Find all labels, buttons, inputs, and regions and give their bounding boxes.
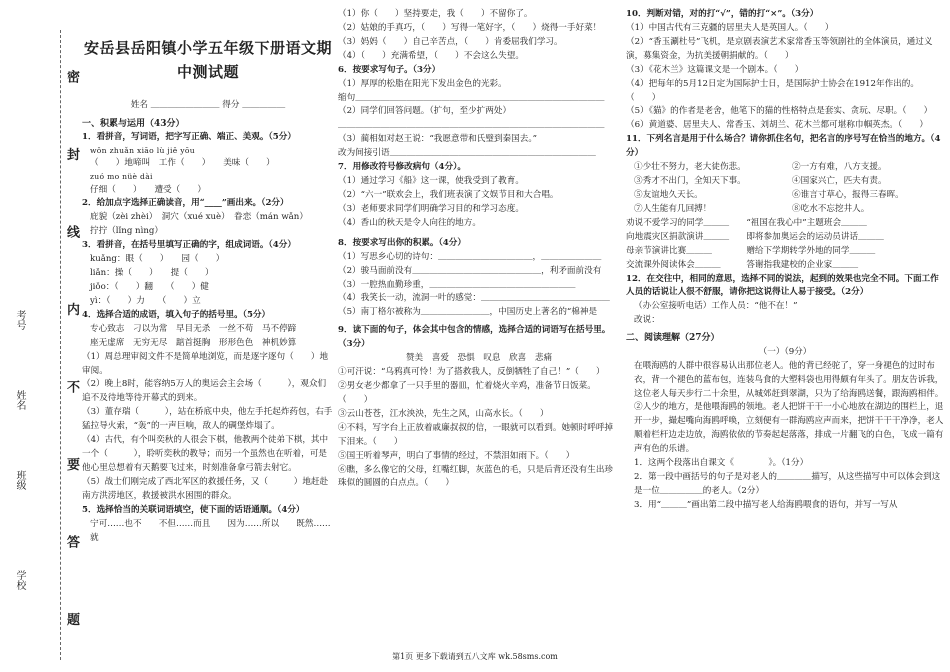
question-sentence[interactable]: （1）周总理审阅文件不是简单地浏览，而是逐字逐句（ ）地审阅。 — [82, 351, 329, 376]
question-sentence: （3）蔺相如对赵王说：“我愿意带和氏璧到秦国去。” — [338, 134, 538, 145]
question-title: 12．在交往中，相同的意思，选择不同的说法，起到的效果也完全不同。下面工作人员的话说让人很不舒服，请你把这说得让人易于接受。（2分） — [626, 273, 939, 298]
question-sentence: （2）同学们回答问题。（扩句，至少扩两处） — [338, 106, 512, 117]
rewrite-label: 缩句 — [338, 92, 356, 103]
question-sentence[interactable]: （3）妈妈（ ）自己辛苦点，（ ）肯委屈我们学习。 — [338, 36, 563, 47]
page-footer: 第1页 更多下载请到五八文库 wk.58sms.com — [392, 652, 558, 661]
question-sentence[interactable]: （5）《猫》的作者是老舍，他笔下的猫的性格特点是套实、贪玩、尽职。（ ） — [626, 106, 933, 117]
question-sentence[interactable]: ④不料，写字台上正放着戚廉叔叔的信，一眼就可以看到。她顿时呼呼掉下泪来。（ ） — [338, 422, 614, 447]
exam-no-label: 考号 — [14, 310, 25, 330]
name-score-row — [82, 99, 334, 113]
question-sentence[interactable]: （1）你（ ）坚持要走，我（ ）不留你了。 — [338, 9, 533, 19]
quote-item: ⑧吃水不忘挖井人。 — [792, 203, 870, 214]
question-title: 7．用修改符号修改病句（4分）。 — [338, 162, 466, 173]
question-sentence[interactable]: 3．用“＿＿＿”画出第二段中描写老人给海鸥喂食的语句，并写一写从 — [634, 499, 898, 510]
question-sentence[interactable]: ②男女老少都拿了一只手里的器皿，忙着烧火辛鸡，准备节日饭菜。（ ） — [338, 380, 596, 405]
quote-item: ⑦人生能有几回搏！ — [634, 203, 712, 214]
quote-item: ③秀才不出门，全知天下事。 — [634, 176, 746, 187]
rewrite-label: 改为间接引语 — [338, 148, 390, 159]
question-sentence[interactable]: （2）晚上8时，能容纳5万人的奥运会主会场（ ），观众们追不及待地等待开幕式的到来。 — [82, 379, 327, 404]
quote-item: ⑥谁言寸草心，报得三春晖。 — [792, 189, 904, 200]
question-title: 2．给加点字选择正确读音，用“____”画出来。（2分） — [82, 198, 289, 209]
question-sentence[interactable]: ⑥瞧，多么像它的父母，红嘴红脚，灰蓝色的毛，只是后背还没有生出珍珠似的圆圆的白点点。（ ） — [338, 464, 614, 489]
answer-line[interactable]: 交流课外阅读体会＿＿＿ 答谢指我建校的企业家＿＿＿ — [626, 259, 859, 270]
pinyin-line: wǒn zhuǎn xiāo lù jiě yōu — [90, 146, 195, 156]
section-heading: 二、阅读理解（27分） — [626, 333, 720, 344]
reading-paragraph: ②人少的地方，是他喂海鸥的领地。老人把饼干干一小心地放在湖边的围栏上，退开一步，撮起嘴向海鸥呼唤，立刻便有一群海鸥应声而来，把饼干干干净净，老人顺着栏杆边走边放，海鸥依依的节奏起起落落，排成一片翻飞的白色，飞成一篇有声有色的乐谱。 — [634, 402, 944, 455]
question-title: 9．读下面的句子，体会其中包含的情感，选择合适的词语写在括号里。（3分） — [338, 325, 611, 350]
answer-line[interactable]: （ ）地啼叫 工作（ ） 美味（ ） — [90, 158, 275, 169]
section-heading: 一、积累与运用（43分） — [82, 118, 185, 129]
answer-line[interactable]: （4）我笑长一动，流洞一叶的感觉：＿＿＿＿＿＿＿＿＿＿＿＿＿＿＿ — [338, 293, 610, 304]
question-sentence[interactable]: 1．这两个段落出自课文《 》。（1分） — [634, 458, 809, 469]
word-bank: 座无虚席 无穷无尽 踮首挺胸 形形色色 神机妙算 — [90, 337, 297, 348]
question-sentence[interactable]: ⑤国王听着琴声，明白了事情的经过，不禁泪如雨下。（ ） — [338, 450, 575, 461]
quote-item: ①少壮不努力，老大徒伤悲。 — [634, 162, 746, 173]
question-sentence[interactable]: （4）（ ）充满希望，（ ）不会这么失望。 — [338, 50, 524, 61]
answer-line[interactable]: 改为间接引语＿＿＿＿＿＿＿＿＿＿＿＿＿＿＿＿＿＿＿＿＿＿＿＿ — [338, 148, 596, 159]
quote-item: ④国家兴亡，匹夫有责。 — [792, 176, 887, 187]
pinyin-line: zuó mo nüè dài — [90, 172, 153, 182]
answer-line[interactable]: 向地震灾区捐款演讲＿＿＿ 即将参加奥运会的运动员讲话＿＿＿ — [626, 231, 884, 242]
answer-line[interactable]: （3）一腔热血勤珍重，＿＿＿＿＿＿＿＿＿＿＿＿＿＿＿＿＿ — [338, 279, 576, 290]
answer-line[interactable]: jiǒo：（ ）翻 （ ）健 — [90, 281, 209, 292]
question-line: 拧拧（lǐng nìng） — [90, 226, 163, 237]
question-line: 庇貌（zèi zhèi） 洞穴（xué xuè） 眷恋（mán wǎn） — [90, 212, 308, 223]
question-sentence[interactable]: （4）香山的秋天是令人向往的地方。 — [338, 217, 481, 228]
answer-line[interactable]: 仔细（ ） 遭受（ ） — [90, 184, 207, 195]
seal-words: 密 封 线 内 不 要 答 题 — [64, 70, 79, 656]
answer-line[interactable]: （1）写思乡心切的诗句：＿＿＿＿＿＿＿＿＿＿＿，＿＿＿＿＿＿＿ — [338, 251, 602, 262]
answer-line[interactable]: 劝说不爱学习的同学＿＿＿ “祖国在我心中”主题班会＿＿＿ — [626, 217, 867, 228]
answer-line[interactable]: 缩句＿＿＿＿＿＿＿＿＿＿＿＿＿＿＿＿＿＿＿＿＿＿＿＿＿＿＿＿＿ — [338, 92, 605, 103]
question-sentence[interactable]: （2）“香玉涮杜号”飞机，是京剧表演艺术家常香玉等领剧社的全体演员，通过义演，募集资金，为抗美援朝捐献的。（ ） — [626, 36, 933, 61]
question-sentence: （1）厚厚的松脂在阳光下发出金色的光彩。 — [338, 78, 507, 89]
class-label: 班级 — [14, 470, 25, 490]
column-3 — [626, 8, 944, 513]
question-title: 8．按要求写出你的积累。（4分） — [338, 237, 466, 248]
q8-prompt: （1）写思乡心切的诗句： — [338, 251, 438, 262]
answer-line[interactable]: 改说： — [634, 315, 660, 326]
question-sentence[interactable]: ③云山苍苍，江水泱泱，先生之风，山高水长。（ ） — [338, 408, 549, 419]
name-label: 姓名 — [14, 390, 25, 410]
question-title: 1．看拼音，写词语，把字写正确、端正、美观。（5分） — [82, 132, 296, 143]
name-blank[interactable]: ＿＿＿＿＿＿＿＿ — [150, 99, 220, 110]
question-sentence[interactable]: （6）黄道婆、居里夫人、常香玉、刘胡兰、花木兰都可堪称巾帼英杰。（ ） — [626, 120, 928, 131]
question-sentence[interactable]: （4）把每年的5月12日定为国际护士日，是国际护士协会在1912年作出的。（ ） — [626, 78, 919, 103]
quote-list — [626, 161, 944, 217]
quote-item: ⑤友谊地久天长。 — [634, 189, 703, 200]
q8-prompt: （3）一腔热血勤珍重， — [338, 279, 430, 290]
answer-line[interactable]: ＿＿＿＿＿＿＿＿＿＿＿＿＿＿＿＿＿＿＿＿＿＿＿＿＿＿＿＿＿＿＿ — [338, 120, 605, 131]
question-title: 3．看拼音，在括号里填写正确的字，组成词语。（4分） — [82, 240, 296, 251]
word-bank: 宁可……也不 不但……而且 因为……所以 既然……就 — [90, 518, 331, 543]
page-title: 安岳县岳阳镇小学五年级下册语文期中测试题 — [83, 39, 332, 82]
question-sentence[interactable]: （1）中国古代有三克疆的居里夫人是英国人。（ ） — [626, 22, 834, 33]
score-blank[interactable]: ＿＿＿＿＿ — [242, 99, 286, 110]
question-sentence[interactable]: （1）通过学习《船》这一课，使我受到了教育。 — [338, 176, 524, 187]
name-field-label: 姓名 — [130, 99, 149, 110]
question-title: 10．判断对错，对的打“√”，错的打“×”。（3分） — [626, 9, 819, 19]
question-sentence[interactable]: 2．第一段中画括号的句子是对老人的＿＿＿＿描写，从这些描写中可以体会到这是一位＿＿＿＿＿的老人。（2分） — [634, 472, 941, 496]
question-sentence[interactable]: （5）战士们刚完成了西北军区的救援任务，又（ ）地赶赴南方洪涝地区，救援被洪水困围的群众。 — [82, 476, 329, 501]
question-sentence[interactable]: （3）董存瑞（ ），站在桥底中央，他左手托起炸药包，右手猛拉导火索，“轰”的一声巨响，敌人的碉堡炸塌了。 — [82, 407, 333, 432]
question-sentence[interactable]: （3）《花木兰》这篇课文是一个剧本。（ ） — [626, 64, 804, 75]
answer-line[interactable]: liǎn：操（ ） 提（ ） — [90, 268, 214, 279]
question-title: 4．选择合适的成语，填入句子的括号里。（5分） — [82, 309, 271, 320]
column-2 — [338, 8, 620, 491]
question-title: 6．按要求写句子。（3分） — [338, 64, 441, 75]
answer-line[interactable]: （5）南丁格尔被称为＿＿＿＿＿＿＿＿，中国历史上著名的“棉神是 — [338, 307, 598, 318]
question-sentence: （办公室接听电话）工作人员：“他不在！” — [634, 301, 798, 312]
question-sentence[interactable]: （4）古代，有个叫奕秋的人很会下棋，他教两个徒弟下棋，其中一个（ ），聆听奕秋的教导；而另一个虽然也在听着，可是他心里总想着有天鹅要飞过来，时刻准备拿弓箭去射它。 — [82, 435, 329, 473]
question-title: 5．选择恰当的关联词语填空，使下面的话语通顺。（4分） — [82, 504, 305, 515]
answer-line[interactable]: kuǎng：眼（ ） 园（ ） — [90, 254, 225, 265]
q8-prompt: （4）我笑长一动，流洞一叶的感觉： — [338, 293, 481, 304]
answer-line[interactable]: 母亲节演讲比赛＿＿＿ 赠给下学期转学外地的同学＿＿＿ — [626, 245, 876, 256]
answer-line[interactable]: yì：（ ）力 （ ）立 — [90, 295, 201, 306]
word-bank: 赞美 喜爱 恐惧 叹息 欣喜 悲痛 — [405, 353, 553, 364]
quote-item: ②一方有难，八方支援。 — [792, 162, 887, 173]
answer-line[interactable]: （2）骏马面前没有＿＿＿＿＿＿＿＿＿＿＿＿＿＿＿，利矛面前没有 — [338, 265, 602, 276]
question-sentence[interactable]: ①可汗说：“乌鸦真可怜！为了搭救我人，反倒牺牲了自己！”（ ） — [338, 367, 605, 378]
question-sentence[interactable]: （2）姑娘的手真巧，（ ）写得一笔好字，（ ）烧得一手好菜！ — [338, 22, 602, 33]
column-1 — [82, 8, 334, 546]
school-label: 学校 — [14, 570, 25, 590]
question-sentence[interactable]: （3）老师要求同学们明确学习目的和学习态度。 — [338, 203, 524, 214]
binding-margin — [8, 10, 79, 660]
reading-heading: （一）（9分） — [758, 346, 812, 357]
reading-paragraph: 在喂海鸥的人群中很容易认出那位老人。他的背已经驼了，穿一身褪色的过时布衣，背一个褪色的蓝布包，连装鸟食的大塑料袋也用得颇有年头了。朋友告诉我，这位老人每天步行二十余里，从城郊赶到翠湖，只为了给海鸥送餐，跟海鸥相伴。 — [634, 360, 944, 399]
word-bank: 专心致志 刁以为常 早目无杀 一丝不苟 马不停蹄 — [90, 323, 297, 334]
question-sentence[interactable]: （2）“六一”联欢会上，我们班表演了文娱节目和大合唱。 — [338, 189, 559, 200]
question-title: 11．下列名言是用于什么场合？请你抓住名句，把名言的序号写在恰当的地方。（4分） — [626, 134, 941, 159]
score-field-label: 得分 — [222, 99, 240, 110]
